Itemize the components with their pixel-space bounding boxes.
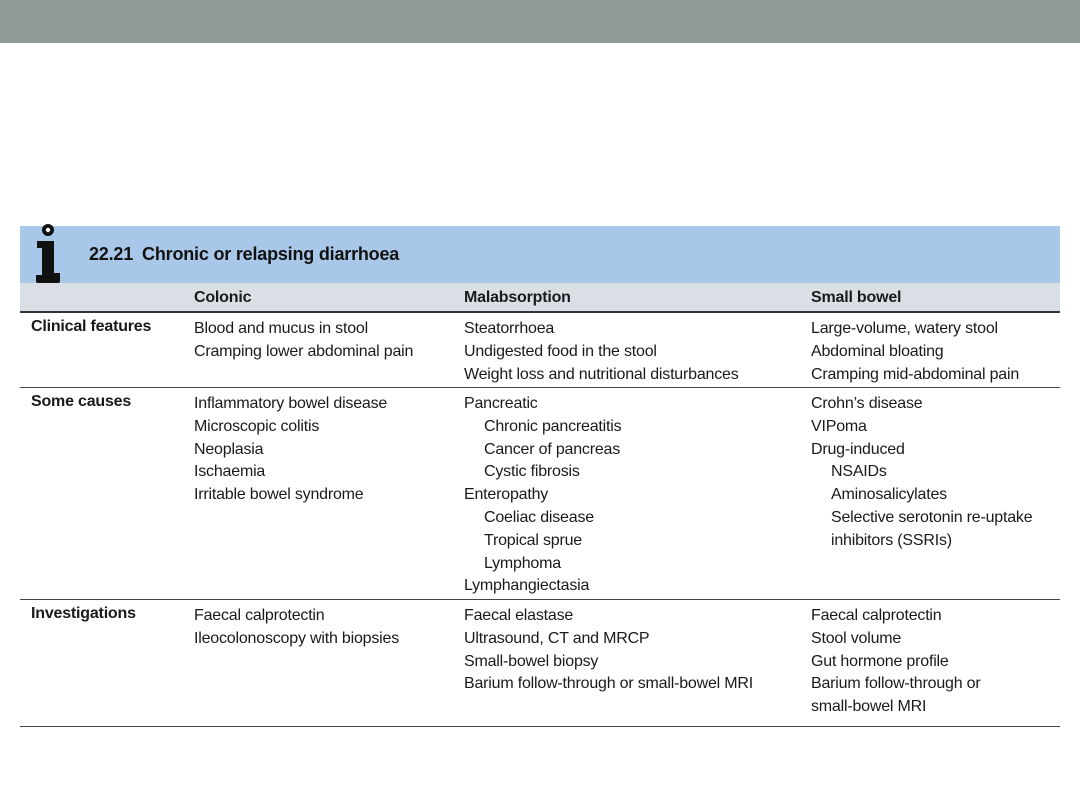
cell-line: Barium follow-through or small-bowel MRI [464,675,753,693]
cell-colonic [194,318,413,364]
column-header-small-bowel: Small bowel [811,289,902,306]
cell-line: Steatorrhoea [464,320,555,337]
cell-line: Stool volume [811,629,902,647]
cell-small-bowel [811,393,1032,553]
cell-line: Lymphangiectasia [464,577,590,595]
cell-line: Chronic pancreatitis [484,417,622,435]
cell-malabsorption [464,605,753,696]
cell-malabsorption [464,393,621,598]
cell-colonic [194,393,387,507]
cell-line: Inflammatory bowel disease [194,395,388,412]
cell-line: Drug-induced [811,440,905,458]
cell-line: Undigested food in the stool [464,342,657,360]
cell-line: Small-bowel biopsy [464,652,599,670]
cell-line: Ischaemia [194,463,266,481]
info-table-box [20,226,1060,727]
cell-line: Gut hormone profile [811,652,949,670]
cell-line: Crohn’s disease [811,395,923,412]
cell-line: Ileocolonoscopy with biopsies [194,629,399,647]
cell-line: Abdominal bloating [811,342,944,360]
cell-line: Tropical sprue [484,531,582,549]
cell-line: Weight loss and nutritional disturbances [464,365,739,383]
cell-colonic [194,605,399,651]
table-title [89,244,399,265]
cell-malabsorption [464,318,739,386]
table-row-investigations [20,600,1060,726]
cell-line: Cystic fibrosis [484,463,580,481]
cell-line: Cramping lower abdominal pain [194,342,414,360]
cell-line: Selective serotonin re-uptake [831,508,1033,526]
cell-small-bowel [811,318,1019,386]
cell-line: Lymphoma [484,554,561,572]
cell-line: Neoplasia [194,440,264,458]
cell-line: Faecal calprotectin [194,607,325,624]
cell-line: small-bowel MRI [811,698,927,716]
table-title-text: Chronic or relapsing diarrhoea [142,244,400,264]
cell-small-bowel [811,605,981,719]
row-label: Investigations [31,605,136,622]
row-label: Clinical features [31,318,152,335]
column-header-row [20,283,1060,311]
cell-line: Faecal elastase [464,607,574,624]
cell-line: Ultrasound, CT and MRCP [464,629,650,647]
table-header-band [20,226,1060,283]
info-icon [32,223,64,285]
cell-line: Aminosalicylates [831,486,947,504]
cell-line: Enteropathy [464,486,549,504]
cell-line: Cancer of pancreas [484,440,621,458]
cell-line: inhibitors (SSRIs) [831,531,952,549]
cell-line: Faecal calprotectin [811,607,942,624]
table-number: 22.21 [89,244,134,264]
row-label: Some causes [31,393,132,410]
cell-line: Large-volume, watery stool [811,320,998,337]
cell-line: Cramping mid-abdominal pain [811,365,1020,383]
table-row-clinical-features [20,313,1060,387]
cell-line: Pancreatic [464,395,538,412]
cell-line: Microscopic colitis [194,417,320,435]
column-header-colonic: Colonic [194,289,252,306]
divider [20,726,1060,727]
cell-line: Barium follow-through or [811,675,981,693]
cell-line: Irritable bowel syndrome [194,486,364,504]
column-header-malabsorption: Malabsorption [464,289,571,306]
cell-line: VIPoma [811,417,867,435]
cell-line: Coeliac disease [484,508,594,526]
cell-line: NSAIDs [831,463,887,481]
top-bar [0,0,1080,43]
table-row-some-causes [20,388,1060,599]
cell-line: Blood and mucus in stool [194,320,368,337]
